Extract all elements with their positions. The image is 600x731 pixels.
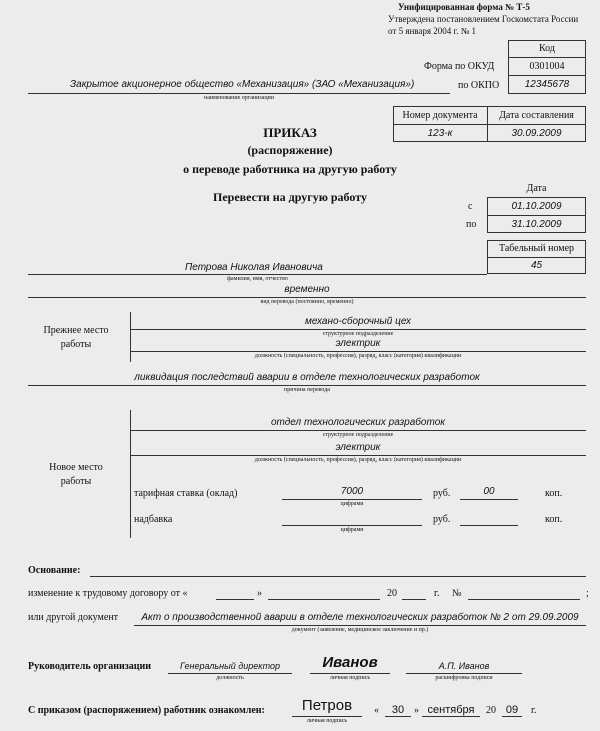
document-number-value[interactable]: 123-к: [427, 127, 453, 139]
new-place-label-2: работы: [60, 476, 92, 487]
head-position-caption: должность: [216, 675, 244, 681]
contract-year-field[interactable]: [402, 599, 426, 600]
approved-line-2: от 5 января 2004 г. № 1: [388, 26, 477, 36]
contract-number-field[interactable]: [468, 599, 580, 600]
previous-position-caption: должность (специальность, профессия), разряд, класс (категория) квалификации: [254, 353, 462, 359]
rate-kop-label: коп.: [545, 488, 563, 499]
new-unit-caption: структурное подразделение: [322, 432, 394, 438]
contract-day-field[interactable]: [216, 599, 254, 600]
acquaint-year[interactable]: 09: [505, 704, 519, 716]
acquaint-quote-close: »: [414, 705, 419, 716]
contract-year-prefix: 20: [387, 588, 397, 599]
contract-year-suffix: г.: [434, 588, 440, 599]
tab-number-label: Табельный номер: [498, 243, 575, 254]
head-decoding[interactable]: А.П. Иванов: [438, 661, 490, 671]
new-position-caption: должность (специальность, профессия), разряд, класс (категория) квалификации: [254, 457, 462, 463]
organization-name[interactable]: Закрытое акционерное общество «Механизация» (ЗАО «Механизация»): [70, 79, 415, 90]
date-from-label: с: [468, 201, 473, 212]
employee-signature-caption: личная подпись: [306, 718, 348, 724]
head-signature-caption: личная подпись: [329, 675, 371, 681]
transfer-reason[interactable]: ликвидация последствий аварии в отделе технологических разработок: [134, 372, 480, 383]
acquaint-year-suffix: г.: [531, 705, 537, 716]
bonus-kop-label: коп.: [545, 514, 563, 525]
other-document-value[interactable]: Акт о производственной аварии в отделе технологических разработок № 2 от 29.09.2009: [141, 612, 579, 623]
new-position[interactable]: электрик: [335, 442, 381, 453]
date-from-value[interactable]: 01.10.2009: [511, 200, 562, 212]
previous-place-label-2: работы: [60, 339, 92, 350]
previous-unit[interactable]: механо-сборочный цех: [305, 316, 411, 327]
contract-text: изменение к трудовому договору от «: [28, 588, 188, 599]
contract-number-sign: №: [452, 588, 462, 599]
new-unit[interactable]: отдел технологических разработок: [271, 417, 445, 428]
rate-label: тарифная ставка (оклад): [134, 488, 238, 499]
acquaint-month[interactable]: сентября: [427, 704, 475, 716]
document-subtitle: (распоряжение): [247, 143, 333, 157]
other-document-caption: документ (заявление, медицинское заключение и пр.): [291, 627, 429, 633]
document-number-label: Номер документа: [402, 109, 478, 121]
employee-name[interactable]: Петрова Николая Ивановича: [185, 262, 323, 273]
acquaint-quote-open: «: [374, 705, 379, 716]
acquaint-day[interactable]: 30: [391, 704, 405, 716]
okud-value[interactable]: 0301004: [529, 60, 565, 72]
bonus-digits-caption: цифрами: [340, 527, 364, 533]
form-name: Унифицированная форма № Т-5: [398, 2, 530, 12]
approved-line-1: Утверждена постановлением Госкомстата России: [388, 14, 579, 24]
previous-place-label-1: Прежнее место: [43, 325, 109, 336]
dates-header: Дата: [526, 183, 547, 194]
codes-header: Код: [539, 43, 555, 54]
contract-semicolon: ;: [586, 588, 589, 599]
previous-unit-caption: структурное подразделение: [322, 331, 394, 337]
document-subject: о переводе работника на другую работу: [183, 162, 397, 176]
document-title: ПРИКАЗ: [263, 125, 317, 140]
bonus-rub-label: руб.: [433, 514, 451, 525]
rate-value[interactable]: 7000: [340, 486, 364, 497]
head-position[interactable]: Генеральный директор: [179, 661, 280, 671]
bonus-label: надбавка: [134, 514, 173, 525]
tab-number-value[interactable]: 45: [530, 260, 543, 271]
rate-kop-value[interactable]: 00: [483, 486, 495, 497]
okud-label: Форма по ОКУД: [424, 61, 495, 72]
organization-caption: наименование организации: [204, 95, 274, 101]
document-date-label: Дата составления: [499, 109, 574, 121]
rate-rub-label: руб.: [433, 488, 451, 499]
transfer-reason-caption: причина перевода: [284, 387, 330, 393]
acquaint-year-prefix: 20: [486, 705, 496, 716]
okpo-value[interactable]: 12345678: [524, 79, 570, 90]
employee-name-caption: фамилия, имя, отчество: [227, 276, 288, 282]
date-to-label: по: [466, 219, 477, 230]
transfer-type[interactable]: временно: [284, 284, 330, 295]
transfer-action: Перевести на другую работу: [213, 190, 367, 204]
employee-signature[interactable]: Петров: [301, 697, 353, 714]
rate-digits-caption: цифрами: [340, 501, 364, 507]
bonus-rub-field[interactable]: [282, 525, 422, 526]
basis-label: Основание:: [28, 565, 81, 576]
acquaint-label: С приказом (распоряжением) работник ознакомлен:: [28, 705, 265, 716]
transfer-type-caption: вид перевода (постоянно, временно): [260, 299, 354, 305]
other-document-label: или другой документ: [28, 612, 119, 623]
head-signature[interactable]: Иванов: [322, 654, 378, 671]
contract-month-field[interactable]: [268, 599, 380, 600]
head-decoding-caption: расшифровка подписи: [435, 675, 493, 681]
previous-position[interactable]: электрик: [335, 338, 381, 349]
document-date-value[interactable]: 30.09.2009: [511, 127, 562, 139]
okpo-label: по ОКПО: [458, 80, 500, 91]
date-to-value[interactable]: 31.10.2009: [511, 218, 562, 230]
head-label: Руководитель организации: [28, 661, 152, 672]
bonus-kop-field[interactable]: [460, 525, 518, 526]
contract-quote-close: »: [257, 588, 262, 599]
new-place-label-1: Новое место: [49, 462, 103, 473]
basis-field[interactable]: [90, 576, 586, 577]
